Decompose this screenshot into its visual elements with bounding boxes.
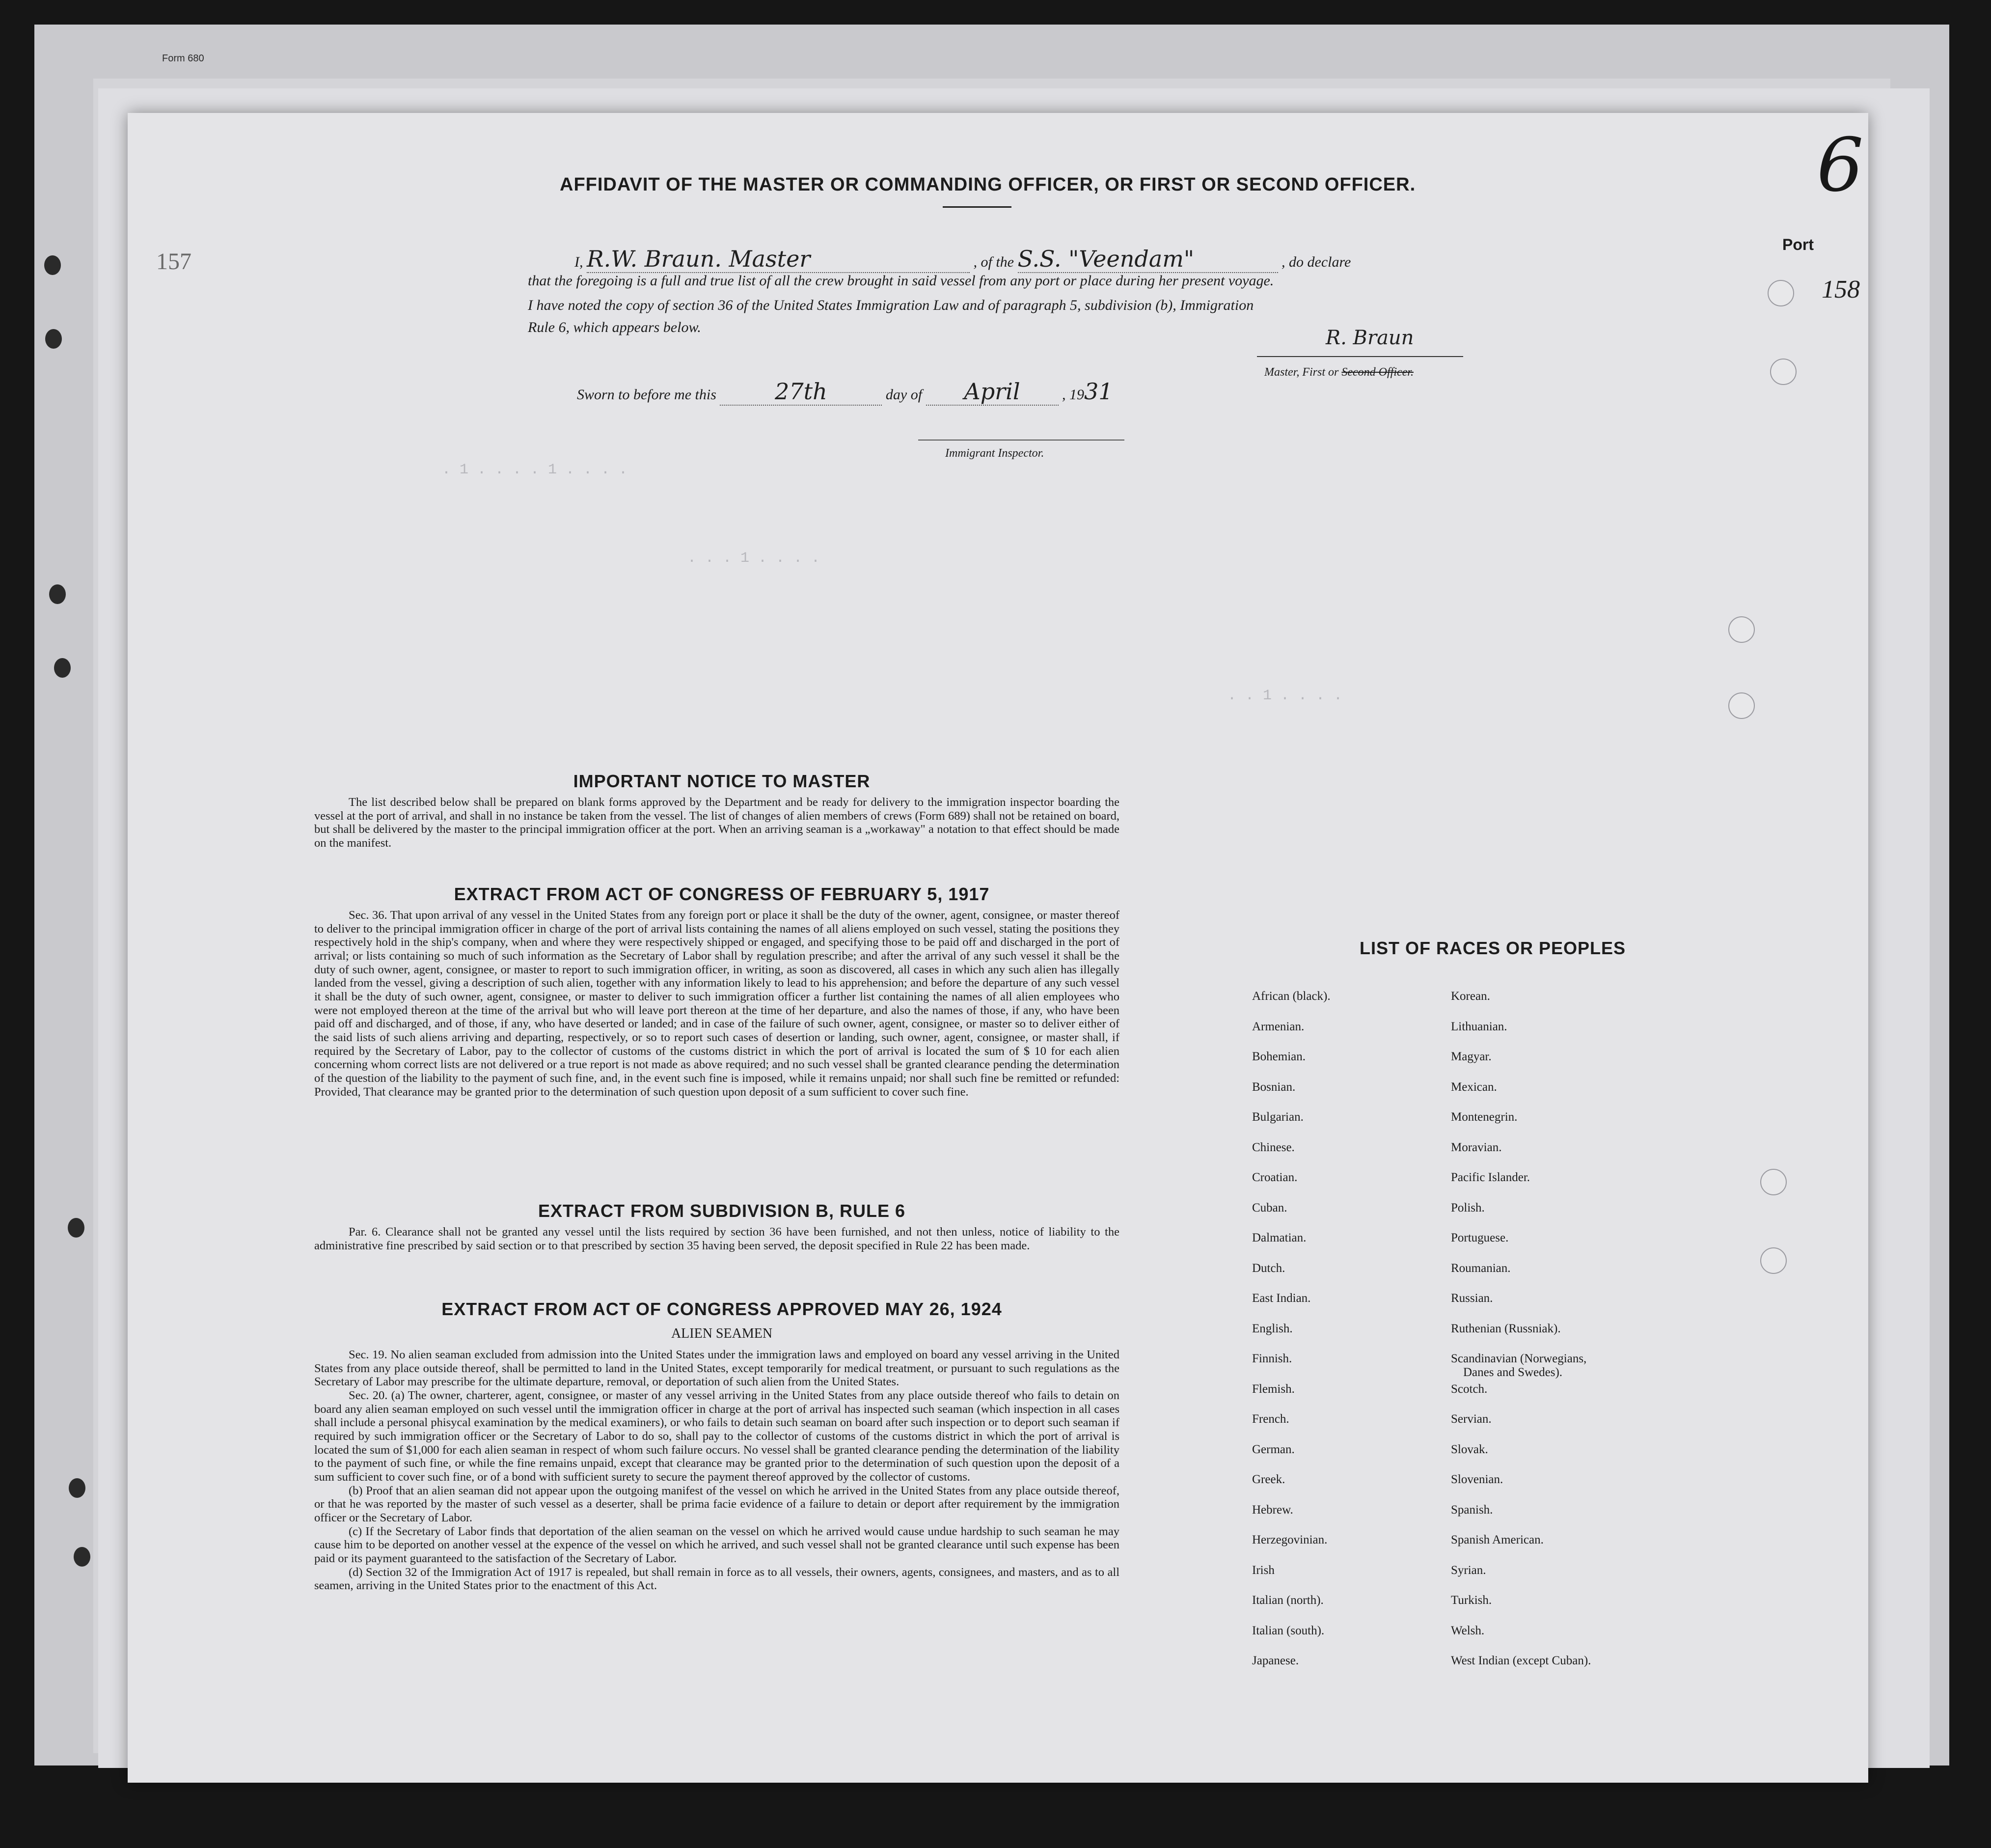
race-item: Greek. [1252, 1473, 1285, 1486]
race-item: Syrian. [1451, 1564, 1486, 1577]
signature-caption: Master, First or Second Officer. [1264, 366, 1414, 379]
inspector-line [918, 440, 1124, 441]
race-item: Flemish. [1252, 1382, 1295, 1396]
races-title: LIST OF RACES OR PEOPLES [1359, 938, 1626, 958]
affidavit-line-1 [574, 246, 1458, 273]
affidavit-title: AFFIDAVIT OF THE MASTER OR COMMANDING OFFICER, OR FIRST OR SECOND OFFICER. [560, 174, 1416, 195]
extract-rule6-title: EXTRACT FROM SUBDIVISION B, RULE 6 [538, 1201, 906, 1221]
race-item: Italian (north). [1252, 1594, 1324, 1607]
race-item: Montenegrin. [1451, 1110, 1518, 1124]
divider [943, 206, 1011, 208]
sworn-prefix: Sworn to before me this [577, 386, 716, 403]
sworn-line [577, 378, 1113, 406]
race-item: Pacific Islander. [1451, 1171, 1530, 1184]
binder-hole [44, 255, 61, 275]
race-item: Bohemian. [1252, 1050, 1306, 1063]
punch-hole [1728, 616, 1755, 643]
race-item: Magyar. [1451, 1050, 1492, 1063]
race-item: Cuban. [1252, 1201, 1287, 1214]
sworn-day: 27th [720, 378, 882, 406]
race-item: Polish. [1451, 1201, 1485, 1214]
race-item: Herzegovinian. [1252, 1533, 1328, 1546]
master-signature: R. Braun [1326, 327, 1414, 349]
punch-hole [1760, 1169, 1787, 1195]
race-item: Scotch. [1451, 1382, 1488, 1396]
signature-line [1257, 356, 1463, 357]
notice-title: IMPORTANT NOTICE TO MASTER [573, 771, 871, 791]
race-item: Bulgarian. [1252, 1110, 1304, 1124]
sec-19-paragraph: Sec. 19. No alien seaman excluded from admission into the United States under the immigration laws and employed on board any vessel arriving in the United States from any place outside thereof, shall be permitted to land in the United States, except temporarily for medical treatment, or pursuant to such regulations as the Secretary of Labor may prescribe for the ultimate departure, removal, or deportation of such alien from the United States. [314, 1348, 1119, 1389]
sworn-year: 31 [1084, 378, 1113, 405]
race-item: Japanese. [1252, 1654, 1299, 1667]
bleed-through-text: . 1 . . . . 1 . . . . [442, 462, 628, 478]
race-item: Lithuanian. [1451, 1020, 1507, 1033]
sec-20b-paragraph: (b) Proof that an alien seaman did not appear upon the outgoing manifest of the vessel on which he arrived in the United States from any place outside thereof, or that he was reported by the master of such vessel as a deserter, shall be prima facie evidence of a failure to detain or deport after requirement by the immigration officer or the Secretary of Labor. [314, 1484, 1119, 1525]
race-item: Mexican. [1451, 1080, 1497, 1094]
extract-rule6-body: Par. 6. Clearance shall not be granted any vessel until the lists required by section 36 have been furnished, and not then unless, notice of liability to the administrative fine prescribed by said section or to that prescribed by section 35 having been served, the deposit specified in Rule 22 has been made. [314, 1225, 1119, 1252]
sec-20a-paragraph: Sec. 20. (a) The owner, charterer, agent, consignee, or master of any vessel arriving in the United States from any place outside thereof who fails to detain on board any alien seaman employed on such vessel until the immigration officer in charge at the port of arrival has inspected such seaman (which inspection in all cases shall include a personal phisycal examination by the medical examiners), or who fails to detain such seaman on board after such inspection or to deport such seaman if required by such immigration officer or the Secretary of Labor to do so, shall pay to the collector of customs of the customs district in which the port of arrival is located the sum of $1,000 for each alien seaman in respect of whom such failure occurs. No vessel shall be granted clearance pending the determination of the liability to the payment of such fine, or while the fine remains unpaid, except that clearance may be granted prior to the determination of such question upon the deposit of a sum sufficient to cover such fine, or of a bond with sufficient surety to secure the payment thereof approved by the collector of customs. [314, 1389, 1119, 1484]
side-number: 158 [1822, 276, 1860, 303]
punch-hole [1728, 692, 1755, 719]
race-item: Slovenian. [1451, 1473, 1503, 1486]
race-item: Finnish. [1252, 1352, 1292, 1365]
bleed-through-text: . . . 1 . . . . [687, 550, 820, 567]
binder-hole [74, 1547, 90, 1567]
race-item: Hebrew. [1252, 1503, 1293, 1517]
race-item: Portuguese. [1451, 1231, 1509, 1244]
binder-hole [69, 1478, 85, 1498]
race-item: Russian. [1451, 1292, 1493, 1305]
race-item: Danes and Swedes). [1463, 1366, 1563, 1379]
sec-20d-paragraph: (d) Section 32 of the Immigration Act of 1917 is repealed, but shall remain in force as to all vessels, their owners, agents, consignees, and masters, and as to all seamen, arriving in the United States prior to the enactment of this Act. [314, 1565, 1119, 1593]
sec-20c-paragraph: (c) If the Secretary of Labor finds that deportation of the alien seaman on the vessel on which he arrived would cause undue hardship to such seaman he may cause him to be deported on another vessel at the expence of the vessel on which he arrived, and such vessel shall not be granted clearance until such expense has been paid or its payment guaranteed to the satisfaction of the Secretary of Labor. [314, 1524, 1119, 1566]
race-item: French. [1252, 1412, 1289, 1426]
extract-1917-body: Sec. 36. That upon arrival of any vessel in the United States from any foreign port or place it shall be the duty of the owner, agent, consignee, or master thereof to deliver to the principal immigration officer in charge of the port of arrival lists containing the names of all aliens employed on such vessel, stating the positions they respectively hold in the ship's company, when and where they were respectively shipped or engaged, and specifying those to be paid off and discharged in the port of arrival; or lists containing so much of such information as the Secretary of Labor shall by regulation prescribe; and after the arrival of any such vessel it shall be the duty of such owner, agent, consignee, or master to report to such immigration officer, in writing, as soon as discovered, all cases in which any such alien has illegally landed from the vessel, giving a description of such alien, together with any information likely to lead to his apprehension; and before the departure of any such vessel it shall be the duty of such owner, agent, consignee, or master to deliver to such immigration officer a further list containing the names of all alien employees who were not employed thereon at the time of the arrival but who will leave port thereon at the time of her departure, and also the names of those, if any, who have been paid off and discharged, and of those, if any, who have deserted or landed; and in case of the failure of such owner, agent, consignee, or master so to deliver either of the said lists of such aliens arriving and departing, respectively, or so to report such cases of desertion or landing, such owner, agent, consignee, or master shall, if required by the Secretary of Labor, pay to the collector of customs of the customs district in which the port of arrival is located the sum of $ 10 for each alien concerning whom correct lists are not delivered or a true report is not made as above required; and no such vessel shall be granted clearance pending the determination of the question of the liability to the payment of such fine, and, in the event such fine is imposed, while it remains unpaid; nor shall such fine be remitted or refunded: Provided, That clearance may be granted prior to the determination of such question upon deposit of a sum sufficient to cover such fine. [314, 909, 1119, 1099]
race-item: Spanish. [1451, 1503, 1493, 1517]
punch-hole [1768, 280, 1794, 306]
race-item: Dutch. [1252, 1262, 1285, 1275]
race-item: Armenian. [1252, 1020, 1305, 1033]
page-number: 6 [1817, 123, 1864, 208]
race-item: Irish [1252, 1564, 1275, 1577]
sworn-month: April [926, 378, 1059, 406]
extract-1924-subtitle: ALIEN SEAMEN [671, 1326, 773, 1341]
race-item: Ruthenian (Russniak). [1451, 1322, 1561, 1335]
race-item: Slovak. [1451, 1443, 1488, 1456]
punch-hole [1770, 359, 1797, 385]
i-prefix: I, [574, 254, 583, 270]
binder-hole [45, 329, 62, 349]
binder-hole [68, 1218, 84, 1238]
affidavit-line-3: I have noted the copy of section 36 of the United States Immigration Law and of paragraph 5, subdivision (b), Immigration [528, 297, 1254, 313]
race-item: Italian (south). [1252, 1624, 1325, 1637]
inspector-caption: Immigrant Inspector. [945, 447, 1044, 460]
race-item: Dalmatian. [1252, 1231, 1307, 1244]
extract-1924-title: EXTRACT FROM ACT OF CONGRESS APPROVED MAY 26, 1924 [441, 1299, 1002, 1319]
form-number: Form 680 [162, 53, 204, 64]
extract-1924-body [314, 1348, 1119, 1593]
day-of-text: day of [885, 386, 923, 403]
do-declare-text: , do declare [1282, 254, 1351, 270]
race-item: Roumanian. [1451, 1262, 1511, 1275]
race-item: Scandinavian (Norwegians, [1451, 1352, 1587, 1365]
race-item: Welsh. [1451, 1624, 1485, 1637]
punch-hole [1760, 1247, 1787, 1274]
of-the-text: , of the [973, 254, 1014, 270]
race-item: Turkish. [1451, 1594, 1492, 1607]
notice-body: The list described below shall be prepared on blank forms approved by the Department and be ready for delivery to the immigration inspector boarding the vessel at the port of arrival, and shall in no instance be taken from the vessel. The list of changes of alien members of crews (Form 689) shall not be retained on board, but shall be delivered by the master to the principal immigration officer at the port. When an arriving seaman is a „workaway" a notation to that effect should be made on the manifest. [314, 796, 1119, 850]
race-item: Bosnian. [1252, 1080, 1296, 1094]
race-item: English. [1252, 1322, 1293, 1335]
port-label: Port [1782, 236, 1814, 253]
extract-1917-title: EXTRACT FROM ACT OF CONGRESS OF FEBRUARY 5, 1917 [454, 884, 990, 904]
race-item: Moravian. [1451, 1141, 1502, 1154]
race-item: West Indian (except Cuban). [1451, 1654, 1591, 1667]
master-name: R.W. Braun. Master [587, 246, 970, 273]
binder-hole [54, 658, 71, 678]
race-item: African (black). [1252, 990, 1331, 1003]
affidavit-line-2: that the foregoing is a full and true list of all the crew brought in said vessel from any port or place during her present voyage. [528, 273, 1274, 289]
year-prefix: , 19 [1062, 386, 1085, 403]
affidavit-line-4: Rule 6, which appears below. [528, 319, 701, 335]
race-item: East Indian. [1252, 1292, 1311, 1305]
bleed-through-text: . . 1 . . . . [1227, 688, 1343, 704]
vessel-name: S.S. "Veendam" [1018, 246, 1278, 273]
race-item: Chinese. [1252, 1141, 1295, 1154]
left-number: 157 [156, 248, 191, 275]
race-item: Croatian. [1252, 1171, 1298, 1184]
binder-hole [49, 584, 66, 604]
race-item: Korean. [1451, 990, 1490, 1003]
race-item: Spanish American. [1451, 1533, 1544, 1546]
race-item: Servian. [1451, 1412, 1492, 1426]
race-item: German. [1252, 1443, 1295, 1456]
